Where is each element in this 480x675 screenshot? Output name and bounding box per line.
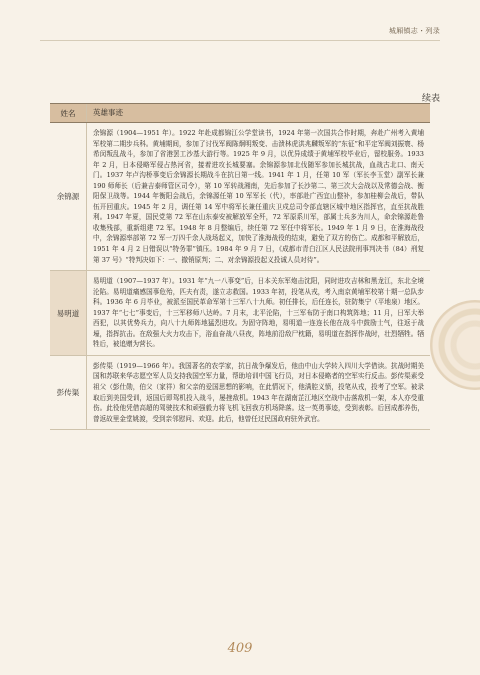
header-name: 姓名	[50, 104, 87, 122]
decorative-circle-ornament	[430, 300, 480, 390]
table-row	[50, 123, 430, 271]
header-rule	[40, 40, 440, 41]
row-deeds: 余锦源（1904—1951 年）。1922 年赴成都锦江公学堂读书，1924 年第一次国共合作时期，奔赴广州考入黄埔军校第二期步兵科。黄埔期间，参加了讨伐军阀陈炯明叛变、击溃林虎洪兆麟叛军的“东征”和平定军阀刘振寰、杨希闵叛乱战斗，参加了省港罢工沙基大游行等。1925 年 9 月，以优异成绩于黄埔军校毕业后，留校服务。1933 年 2 月，日本侵略军侵占热河省，接着进攻长城要塞。余锦源参加北伐随军参加长城抗战，血战古北口、南天门。1937 年卢沟桥事变后余锦源长期战斗在抗日第一线。1941 年 1 月，任第 10 军（军长李玉堂）副军长兼 190 师师长（后兼吉泰师管区司令），第 10 军转战湘南，先后参加了长沙第二、第三次大会战以及常德会战、衡阳保卫战等。1944 年衡阳会战后，余锦源任第 10 军军长（代），率部赴广西宜山整补，参加桂柳会战后，带队伍开回重庆。1945 年 2 月，调任第 14 军中将军长兼任重庆卫戍总司令部直辖区城中地区指挥官，直至抗战胜利。1947 年夏，国民党第 72 军在山东泰安被解放军全歼，72 军原系川军，部属士兵多为川人，命余锦源赴鲁收集残部，重新组建 72 军。1948 年 8 月整编后，续任第 72 军任中将军长。1949 年 1 月 9 日，在淮海战役中，余锦源率部第 72 军一万四千余人战场起义，加快了淮海战役的结束，避免了双方的伤亡。成都和平解放后，1951 年 4 月 2 日错误以“特务罪”镇压。1984 年 9 月 7 日，《成都市青白江区人民法院刑事判决书（84）刑复第 37 号》“特判决如下：一、撤销原判；二、对余锦源投起义投诚人员对待”。	[93, 129, 424, 264]
table-continued-label: 续表	[421, 94, 440, 104]
row-name: 易明道	[50, 271, 87, 355]
row-name: 余锦源	[50, 123, 87, 270]
row-deeds: 易明道（1907—1937 年）。1931 年“九一八事变”后，日本关东军炮击沈阳，同时进攻吉林和黑龙江，东北全境沦陷。易明道痛感国事危殆，匹夫有责，遂立志救国。1933 年初，投笔从戎，考入南京黄埔军校第十期一总队步科。1936 年 6 月毕业，被派至国民革命军第十三军八十九师。初任排长，后任连长，驻防集宁（平地泉）地区。1937 年“七七”事变后，十三军移师八达岭。7 月末，北平沦陷，十三军布防于南口构筑阵地；11 月，日军大举西犯，以其优势兵力，向八十九师阵地猛烈进攻。为固守阵地，易明道一连连长他在战斗中鼓励士气，往返于战壕，指挥抗击。在敌强大火力攻击下，浴血奋战八昼夜，阵地前沿敌尸枕籍，易明道在指挥作战时，壮烈牺牲。牺牲后，被追赠为营长。	[93, 277, 424, 349]
row-name: 彭传渠	[50, 356, 87, 429]
running-header: 城厢镇志・列录	[388, 27, 440, 35]
table-row	[50, 271, 430, 356]
heroes-table	[50, 103, 430, 430]
table-header-row	[50, 104, 430, 123]
header-deeds: 英雄事迹	[93, 108, 123, 117]
table-row	[50, 356, 430, 430]
row-deeds: 彭传渠（1919—1966 年）。我国著名的农学家，抗日战争爆发后，他由中山大学转入四川大学借读。抗战时期美国和苏联来华志愿空军人员支持我国空军力量，帮助培训中国飞行员，对日本侵略者的空军实行反击。彭传渠素受祖父（彭仕勋，伯父（家祥）和父亲的爱国思想的影响，在此情况下，他满腔义愤，投笔从戎，投考了空军。被录取后到美国受训，返国后即驾机投入战斗，屡挫敌机。1943 年在湖南芷江地区空战中击落敌机一架，本人亦受重伤。此役他凭借高超的驾驶技术和顽强毅力将飞机飞回我方机场降落。这一英勇事迹，受到表彰。后回成都养伤，曾返故里金堂姚渡，受到亲邻慰问、欢迎。此后，他曾任过民国政府驻外武官。	[93, 361, 424, 423]
page-number: 409	[227, 641, 253, 656]
